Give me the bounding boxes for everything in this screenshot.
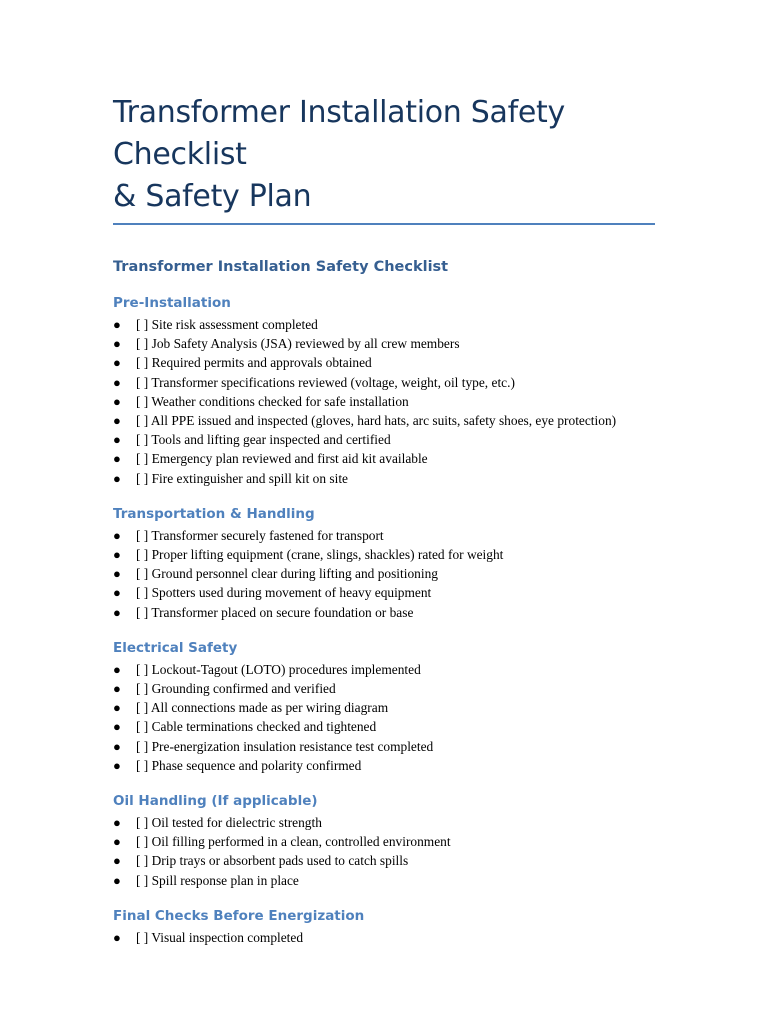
bullet-icon: ●	[113, 566, 121, 582]
section-electrical-safety	[113, 638, 655, 775]
bullet-icon: ●	[113, 757, 121, 773]
bullet-icon: ●	[113, 393, 121, 409]
checklist-item: ● [ ] Drip trays or absorbent pads used to catch spills	[113, 851, 655, 870]
bullet-icon: ●	[113, 815, 121, 831]
checklist-item: ● [ ] Visual inspection completed	[113, 928, 655, 947]
section-oil-handling	[113, 791, 655, 890]
checklist-item: ● [ ] Proper lifting equipment (crane, slings, shackles) rated for weight	[113, 545, 655, 564]
checklist-item: ● [ ] Transformer specifications reviewed (voltage, weight, oil type, etc.)	[113, 373, 655, 392]
checklist-item: ● [ ] Tools and lifting gear inspected and certified	[113, 430, 655, 449]
bullet-icon: ●	[113, 355, 121, 371]
checklist-item: ● [ ] Ground personnel clear during lifting and positioning	[113, 564, 655, 583]
section-title: Pre-Installation	[113, 295, 231, 311]
checklist-item: ● [ ] Transformer securely fastened for transport	[113, 526, 655, 545]
checklist-sections	[113, 293, 655, 947]
bullet-icon: ●	[113, 374, 121, 390]
bullet-icon: ●	[113, 853, 121, 869]
checklist-item: ● [ ] Required permits and approvals obtained	[113, 353, 655, 372]
bullet-icon: ●	[113, 738, 121, 754]
bullet-icon: ●	[113, 527, 121, 543]
bullet-icon: ●	[113, 585, 121, 601]
checklist-item: ● [ ] Transformer placed on secure foundation or base	[113, 603, 655, 622]
bullet-icon: ●	[113, 834, 121, 850]
bullet-icon: ●	[113, 432, 121, 448]
section-transportation-handling	[113, 504, 655, 622]
checklist	[113, 315, 655, 488]
document-title	[113, 92, 655, 218]
bullet-icon: ●	[113, 929, 121, 945]
checklist-item: ● [ ] Oil filling performed in a clean, controlled environment	[113, 832, 655, 851]
checklist-item: ● [ ] Lockout-Tagout (LOTO) procedures implemented	[113, 660, 655, 679]
checklist-item: ● [ ] Site risk assessment completed	[113, 315, 655, 334]
checklist-item: ● [ ] Spotters used during movement of heavy equipment	[113, 583, 655, 602]
checklist-item: ● [ ] Emergency plan reviewed and first aid kit available	[113, 449, 655, 468]
checklist	[113, 526, 655, 622]
document-title-line-1: Transformer Installation Safety Checklist	[113, 95, 565, 172]
bullet-icon: ●	[113, 451, 121, 467]
section-title: Oil Handling (If applicable)	[113, 793, 318, 810]
bullet-icon: ●	[113, 872, 121, 888]
title-underline	[113, 223, 655, 225]
checklist-item: ● [ ] Cable terminations checked and tightened	[113, 717, 655, 736]
checklist	[113, 813, 655, 890]
bullet-icon: ●	[113, 661, 121, 677]
bullet-icon: ●	[113, 681, 121, 697]
document-page	[113, 92, 655, 947]
bullet-icon: ●	[113, 700, 121, 716]
checklist-item: ● [ ] Grounding confirmed and verified	[113, 679, 655, 698]
bullet-icon: ●	[113, 547, 121, 563]
checklist-item: ● [ ] Phase sequence and polarity confirmed	[113, 756, 655, 775]
section-final-checks	[113, 906, 655, 947]
checklist-heading: Transformer Installation Safety Checklist	[113, 259, 449, 275]
section-title: Electrical Safety	[113, 639, 238, 656]
checklist-item: ● [ ] Weather conditions checked for safe installation	[113, 392, 655, 411]
checklist-item: ● [ ] Job Safety Analysis (JSA) reviewed by all crew members	[113, 334, 655, 353]
section-title: Transportation & Handling	[113, 505, 315, 522]
section-pre-installation	[113, 293, 655, 488]
checklist-item: ● [ ] Spill response plan in place	[113, 871, 655, 890]
checklist-item: ● [ ] Pre-energization insulation resistance test completed	[113, 737, 655, 756]
document-title-line-2: & Safety Plan	[113, 179, 312, 214]
checklist-item: ● [ ] All PPE issued and inspected (gloves, hard hats, arc suits, safety shoes, eye protection)	[113, 411, 655, 430]
checklist-item: ● [ ] Oil tested for dielectric strength	[113, 813, 655, 832]
checklist-item: ● [ ] All connections made as per wiring diagram	[113, 698, 655, 717]
checklist	[113, 928, 655, 947]
bullet-icon: ●	[113, 336, 121, 352]
checklist-item: ● [ ] Fire extinguisher and spill kit on site	[113, 469, 655, 488]
section-title: Final Checks Before Energization	[113, 907, 365, 924]
bullet-icon: ●	[113, 719, 121, 735]
bullet-icon: ●	[113, 413, 121, 429]
bullet-icon: ●	[113, 470, 121, 486]
bullet-icon: ●	[113, 604, 121, 620]
bullet-icon: ●	[113, 317, 121, 332]
checklist	[113, 660, 655, 775]
